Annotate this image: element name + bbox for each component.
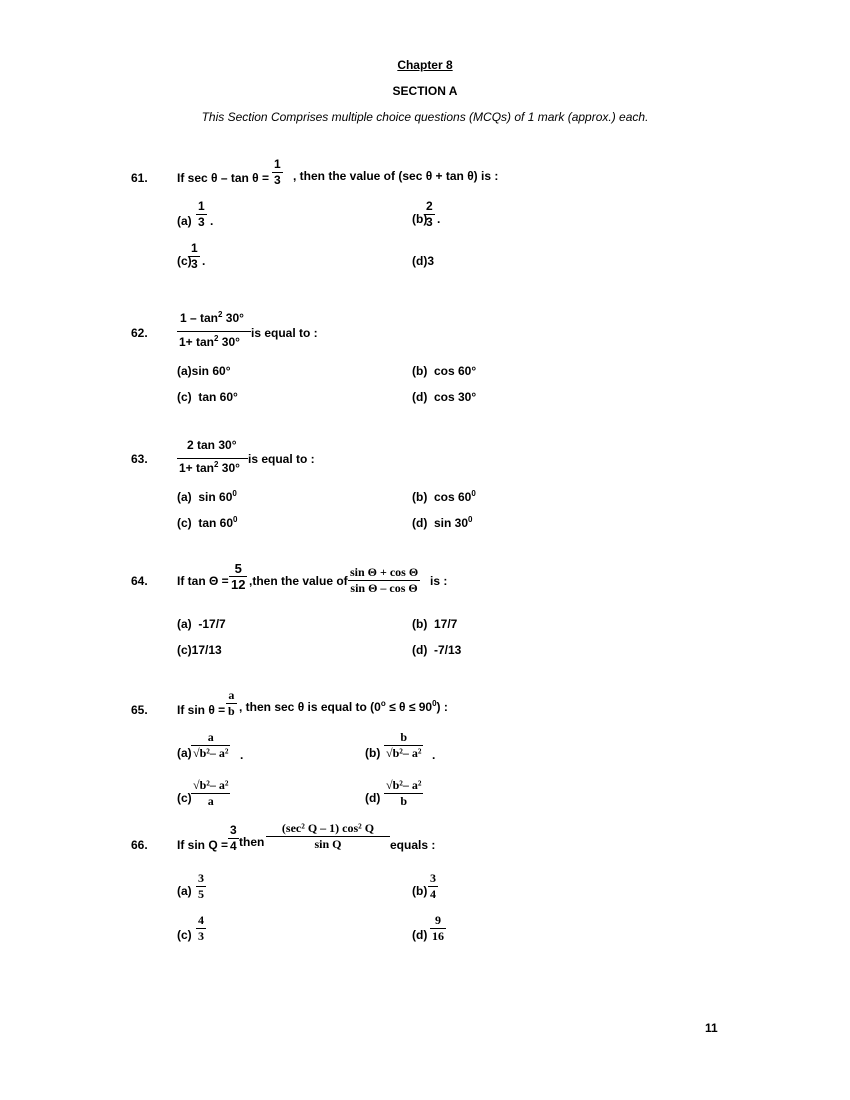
option-c: (c) tan 60°: [177, 390, 238, 404]
option-fraction: $\frac{b}{\text{√b²– a²}}$: [386, 730, 422, 760]
question-stem-tail: equals :: [390, 838, 436, 852]
stem-fraction: $\frac{a}{b}$: [228, 688, 235, 718]
stem-fraction-2: (sec² Q – 1) cos² Q sin Q: [266, 822, 390, 851]
option-tail: .: [432, 748, 436, 762]
option-fraction: $\frac{\text{√b²– a²}}{b}$: [386, 778, 422, 808]
stem-numerator: $1 - \tan^2 30^\circ$: [180, 310, 244, 325]
option-tail: .: [240, 748, 244, 762]
question-stem-mid: , then sec θ is equal to $(0^o \le \theta \le 90^0)$ :: [239, 699, 448, 714]
option-a: (a)sin 60°: [177, 364, 231, 378]
question-stem-tail: is equal to :: [248, 452, 315, 466]
option-label: (d): [365, 791, 381, 805]
option-b: (b) cos 60°: [412, 364, 477, 378]
question-stem: If sin Q =: [177, 838, 229, 852]
option-fraction: $\frac{4}{3}$: [198, 913, 204, 943]
question-number: 61.: [131, 171, 148, 185]
option-fraction: $\frac{3}{4}$: [430, 871, 436, 901]
option-label: (c): [177, 791, 192, 805]
question-stem: If sin θ =: [177, 703, 226, 717]
fraction-bar: [177, 458, 248, 459]
stem-fraction-2: $\frac{\text{sin Θ + cos Θ}}{\text{sin Θ – cos Θ}}$: [350, 565, 419, 595]
question-number: 64.: [131, 574, 148, 588]
option-label: (d): [412, 928, 428, 942]
question-number: 66.: [131, 838, 148, 852]
question-stem-tail: , then the value of (sec θ + tan θ) is :: [293, 169, 499, 183]
option-fraction: $\frac{1}{3}$: [198, 199, 205, 229]
option-d: (d) $\sin 30^0$: [412, 515, 473, 530]
question-number: 62.: [131, 326, 148, 340]
option-fraction: $\frac{1}{3}$: [191, 241, 198, 271]
option-tail: .: [437, 212, 441, 226]
option-label: (a): [177, 214, 192, 228]
stem-fraction: $\frac{1}{3}$: [274, 157, 281, 187]
option-label: (b): [412, 884, 428, 898]
option-label: (b): [412, 212, 428, 226]
question-stem-tail: is equal to :: [251, 326, 318, 340]
option-label: (c): [177, 254, 192, 268]
option-c: (c) $\tan 60^0$: [177, 515, 238, 530]
question-stem-tail: is :: [430, 574, 448, 588]
option-b: (b) 17/7: [412, 617, 458, 631]
option-fraction: $\frac{\text{√b²– a²}}{a}$: [193, 778, 229, 808]
option-d: (d) -7/13: [412, 643, 462, 657]
page-number: 11: [705, 1021, 718, 1035]
question-stem-mid: then: [239, 835, 265, 849]
question-number: 63.: [131, 452, 148, 466]
question-stem-mid: ,then the value of: [249, 574, 348, 588]
question-stem: If sec θ – tan θ =: [177, 171, 270, 185]
stem-denominator: $1+ \tan^2 30^\circ$: [179, 334, 240, 349]
option-label: (b): [365, 746, 381, 760]
option-label: (d)3: [412, 254, 435, 268]
option-fraction: $\frac{3}{5}$: [198, 871, 204, 901]
option-fraction: $\frac{a}{\text{√b²– a²}}$: [193, 730, 229, 760]
section-title: SECTION A: [392, 84, 458, 98]
section-note: This Section Comprises multiple choice questions (MCQs) of 1 mark (approx.) each.: [201, 110, 649, 124]
option-fraction: $\frac{9}{16}$: [432, 913, 444, 943]
option-fraction: $\frac{2}{3}$: [426, 199, 433, 229]
option-a: (a) $\sin 60^0$: [177, 489, 237, 504]
question-number: 65.: [131, 703, 148, 717]
option-d: (d) cos 30°: [412, 390, 477, 404]
option-label: (a): [177, 746, 192, 760]
option-label: (a): [177, 884, 192, 898]
question-stem: If tan Θ =: [177, 574, 229, 588]
stem-denominator: $1+ \tan^2 30^\circ$: [179, 460, 240, 475]
stem-fraction: $\frac{3}{4}$: [230, 823, 237, 853]
stem-fraction: $\frac{5}{12}$: [231, 561, 246, 592]
fraction-bar: [177, 331, 251, 332]
option-label: (c): [177, 928, 192, 942]
option-tail: .: [202, 254, 206, 268]
option-c: (c)17/13: [177, 643, 222, 657]
option-b: (b) $\cos 60^0$: [412, 489, 476, 504]
chapter-title: Chapter 8: [397, 58, 453, 72]
stem-numerator: 2 tan 30°: [187, 438, 237, 452]
option-tail: .: [210, 214, 214, 228]
option-a: (a) -17/7: [177, 617, 226, 631]
